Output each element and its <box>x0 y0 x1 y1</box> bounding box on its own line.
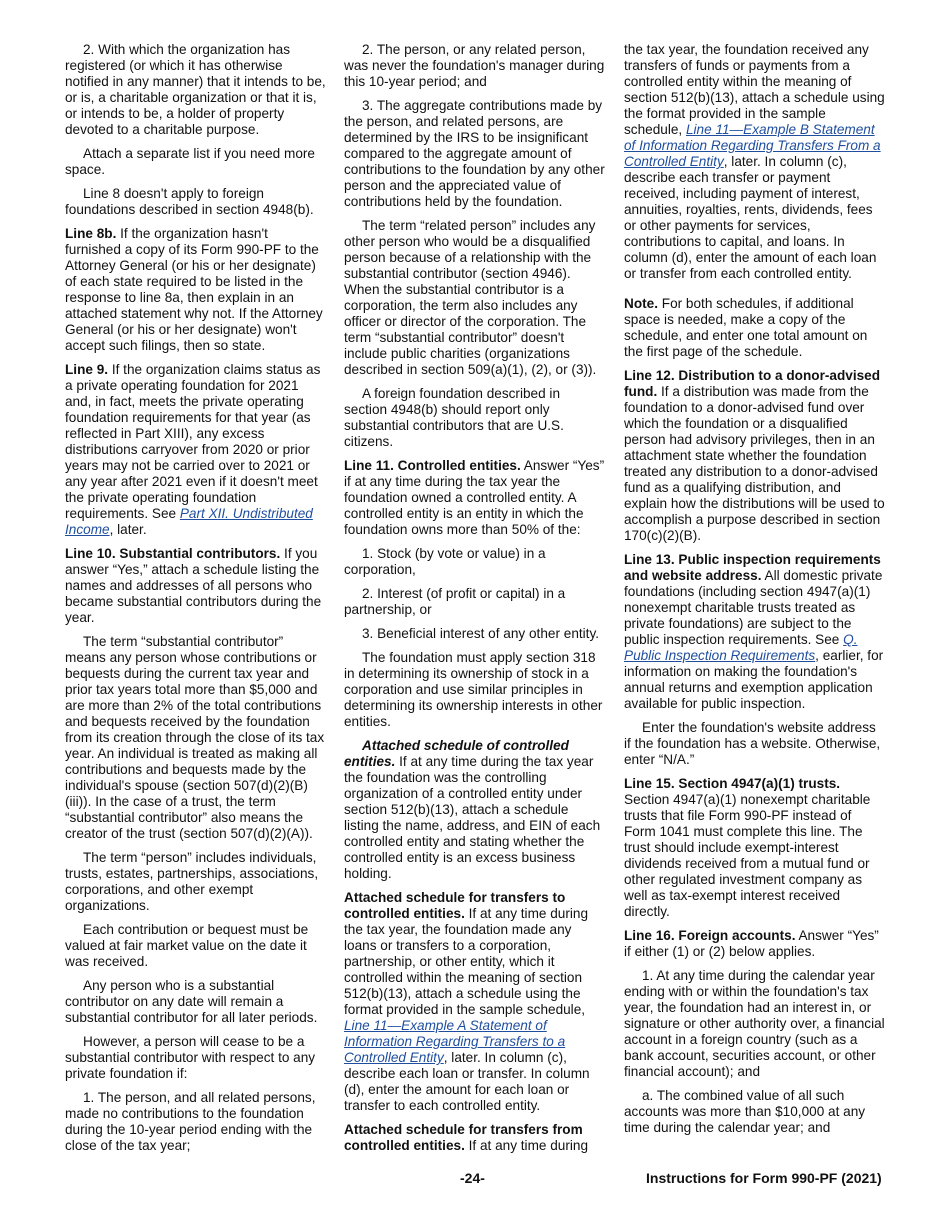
note-heading: Note. <box>624 296 658 311</box>
line-12-heading: Line 12. Distribution to a donor-advised fund. <box>624 368 881 399</box>
paragraph-text: If a distribution was made from the foundation to a donor-advised fund over which the foundation or a disqualified person had advisory privileges, then in an attachment state whether the foundation treated any distribution to a donor-advised fund as a qualifying distribution, and explain how the distributions will be used to accomplish a purpose described in section 170(c)(2)(B). <box>624 384 885 543</box>
paragraph-text: , later. <box>109 522 147 537</box>
item-2-paragraph: 2. With which the organization has registered (or which it has otherwise notified in any manner) that it intends to be, or is, a charitable organization or that it is, or intends to be, a holder of property devoted to a charitable purpose. <box>65 42 326 137</box>
paragraph-text: If at any time during the tax year the foundation was the controlling organization of a controlled entity under section 512(b)(13), attach a schedule listing the name, address, and EIN of each controlled entity and stating whether the controlled entity is an excess business holding. <box>344 754 601 881</box>
paragraph-text: If you answer “Yes,” attach a schedule listing the names and addresses of all persons who became substantial contributors during the year. <box>65 546 322 625</box>
form-title: Instructions for Form 990-PF (2021) <box>646 1170 882 1186</box>
paragraph: The term “person” includes individuals, trusts, estates, partnerships, associations, corporations, and other exempt organizations. <box>65 850 319 913</box>
paragraph: Attach a separate list if you need more space. <box>65 146 315 177</box>
line-16-paragraph <box>624 928 886 960</box>
line-9-heading: Line 9. <box>65 362 109 377</box>
controlled-entities-heading: Attached schedule of controlled entities. <box>344 738 569 769</box>
line-12-paragraph <box>624 368 886 544</box>
paragraph-text: Section 4947(a)(1) nonexempt charitable trusts that file Form 990-PF instead of Form 1041 must complete this line. The trust should include exempt-interest dividends received from a mutual fund or other regulated investment company as well as tax-exempt interest received directly. <box>624 792 871 919</box>
line-13-paragraph <box>624 552 886 712</box>
page-number: -24- <box>460 1170 485 1186</box>
paragraph: Enter the foundation's website address if the foundation has a website. Otherwise, enter “N/A.” <box>624 720 881 767</box>
transfers-from-paragraph <box>344 1122 606 1154</box>
paragraph-text: , earlier, for information on making the foundation's annual returns and exemption application available for public inspection. <box>624 648 884 711</box>
list-item: 1. Stock (by vote or value) in a corporation, <box>344 546 546 577</box>
paragraph-text: All domestic private foundations (including section 4947(a)(1) nonexempt charitable trusts treated as private foundations) are subject to the public inspection requirements. See <box>624 568 883 647</box>
paragraph-text: Answer “Yes” if at any time during the tax year the foundation owned a controlled entity. A controlled entity is an entity in which the foundation owns more than 50% of the: <box>344 458 605 537</box>
line-15-paragraph <box>624 776 886 920</box>
paragraph: The term “substantial contributor” means any person whose contributions or bequests during the current tax year and prior tax years total more than $5,000 and are more than 2% of the total contributions and bequests received by the foundation from its creation through the close of its tax year. An individual is treated as making all contributions and bequests made by the individual's spouse (section 507(d)(2)(B)(iii)). In the case of a trust, the term “substantial contributor” also means the creator of the trust (section 507(d)(2)(A)). <box>65 634 325 841</box>
transfers-to-paragraph <box>344 890 606 1114</box>
list-item: 1. The person, and all related persons, made no contributions to the foundation during the 10-year period ending with the close of the tax year; <box>65 1090 316 1153</box>
example-a-link[interactable]: Line 11—Example A Statement of Information Regarding Transfers to a Controlled Entity <box>344 1018 566 1065</box>
paragraph: Any person who is a substantial contributor on any date will remain a substantial contributor for all later periods. <box>65 978 318 1025</box>
example-b-link[interactable]: Line 11—Example B Statement of Information Regarding Transfers From a Controlled Entity <box>624 122 881 169</box>
column-3 <box>624 42 886 1144</box>
paragraph: A foreign foundation described in section 4948(b) should report only substantial contributors that are U.S. citizens. <box>344 386 564 449</box>
line-9-paragraph <box>65 362 327 538</box>
list-item: 3. Beneficial interest of any other entity. <box>362 626 600 641</box>
line-11-heading: Line 11. Controlled entities. <box>344 458 521 473</box>
list-item: 1. At any time during the calendar year ending with or within the foundation's tax year, the foundation had an interest in, or signature or other authority over, a financial account in a foreign country (such as a bank account, securities account, or other financial account); and <box>624 968 885 1079</box>
list-item: 2. The person, or any related person, was never the foundation's manager during this 10-year period; and <box>344 42 605 89</box>
paragraph-text: If at any time during the tax year, the foundation made any loans or transfers to a corporation, partnership, or other entity, which it controlled within the meaning of section 512(b)(13), attach a schedule using the format provided in the sample schedule, <box>344 906 589 1017</box>
paragraph-text: Answer “Yes” if either (1) or (2) below applies. <box>624 928 879 959</box>
line-10-paragraph <box>65 546 327 626</box>
list-item: 2. Interest (of profit or capital) in a partnership, or <box>344 586 566 617</box>
public-inspection-link[interactable]: Q. Public Inspection Requirements <box>624 632 858 663</box>
paragraph: The foundation must apply section 318 in determining its ownership of stock in a corporation and use similar principles in determining its ownership interests in other entities. <box>344 650 603 729</box>
column-1 <box>65 42 327 1162</box>
line-10-heading: Line 10. Substantial contributors. <box>65 546 281 561</box>
line-13-heading: Line 13. Public inspection requirements and website address. <box>624 552 881 583</box>
line-11-paragraph <box>344 458 606 538</box>
paragraph-text: If at any time during <box>464 1138 589 1153</box>
line-8b-heading: Line 8b. <box>65 226 117 241</box>
paragraph-text: If the organization claims status as a private operating foundation for 2021 and, in fact, meets the private operating foundation requirements for that year (as reflected in Part XIII), any excess distributions carryover from 2020 or prior years may not be carried over to 2021 or any year after 2021 even if it doesn't meet the private operating foundation requirements. See <box>65 362 321 521</box>
controlled-entities-schedule-paragraph <box>344 738 606 882</box>
paragraph-text: For both schedules, if additional space is needed, make a copy of the schedule, and enter one total amount on the first page of the schedule. <box>624 296 868 359</box>
list-item: a. The combined value of all such accounts was more than $10,000 at any time during the calendar year; and <box>624 1088 866 1135</box>
line-8b-paragraph <box>65 226 327 354</box>
part-xii-link[interactable]: Part XII. Undistributed Income <box>65 506 313 537</box>
line-16-heading: Line 16. Foreign accounts. <box>624 928 796 943</box>
paragraph-text: , later. In column (c), describe each transfer or payment received, including payment of interest, annuities, royalties, rents, dividends, fees or other payments for services, contributions to capital, and loans. In column (d), enter the amount of each loan or transfer from each controlled entity. <box>624 154 877 281</box>
transfers-from-continued <box>624 42 886 282</box>
transfers-from-heading: Attached schedule for transfers from controlled entities. <box>344 1122 583 1153</box>
paragraph: Each contribution or bequest must be valued at fair market value on the date it was received. <box>65 922 309 969</box>
paragraph: The term “related person” includes any other person who would be a disqualified person because of a relationship with the substantial contributor (section 4946). When the substantial contributor is a corporation, the term also includes any officer or director of the corporation. The term “substantial contributor” doesn't include public charities (organizations described in section 509(a)(1), (2), or (3)). <box>344 218 597 377</box>
paragraph-text: , later. In column (c), describe each loan or transfer. In column (d), enter the amount for each loan or transfer to each controlled entity. <box>344 1050 590 1113</box>
transfers-to-heading: Attached schedule for transfers to controlled entities. <box>344 890 566 921</box>
list-item: 3. The aggregate contributions made by the person, and related persons, are determined by the IRS to be insignificant compared to the aggregate amount of contributions to the foundation by any other person and the appreciated value of contributions held by the foundation. <box>344 98 605 209</box>
paragraph-text: the tax year, the foundation received any transfers of funds or payments from a controlled entity within the meaning of section 512(b)(13), attach a schedule using the format provided in the sample schedule, <box>624 42 885 137</box>
paragraph: However, a person will cease to be a substantial contributor with respect to any private foundation if: <box>65 1034 316 1081</box>
note-paragraph <box>624 296 886 360</box>
paragraph: Line 8 doesn't apply to foreign foundations described in section 4948(b). <box>65 186 314 217</box>
line-15-heading: Line 15. Section 4947(a)(1) trusts. <box>624 776 841 791</box>
column-2 <box>344 42 606 1162</box>
paragraph-text: If the organization hasn't furnished a copy of its Form 990-PF to the Attorney General (or his or her designate) of each state required to be listed in the response to line 8a, then explain in an attached statement why not. If the Attorney General (or his or her designate) won't accept such filings, then so state. <box>65 226 323 353</box>
